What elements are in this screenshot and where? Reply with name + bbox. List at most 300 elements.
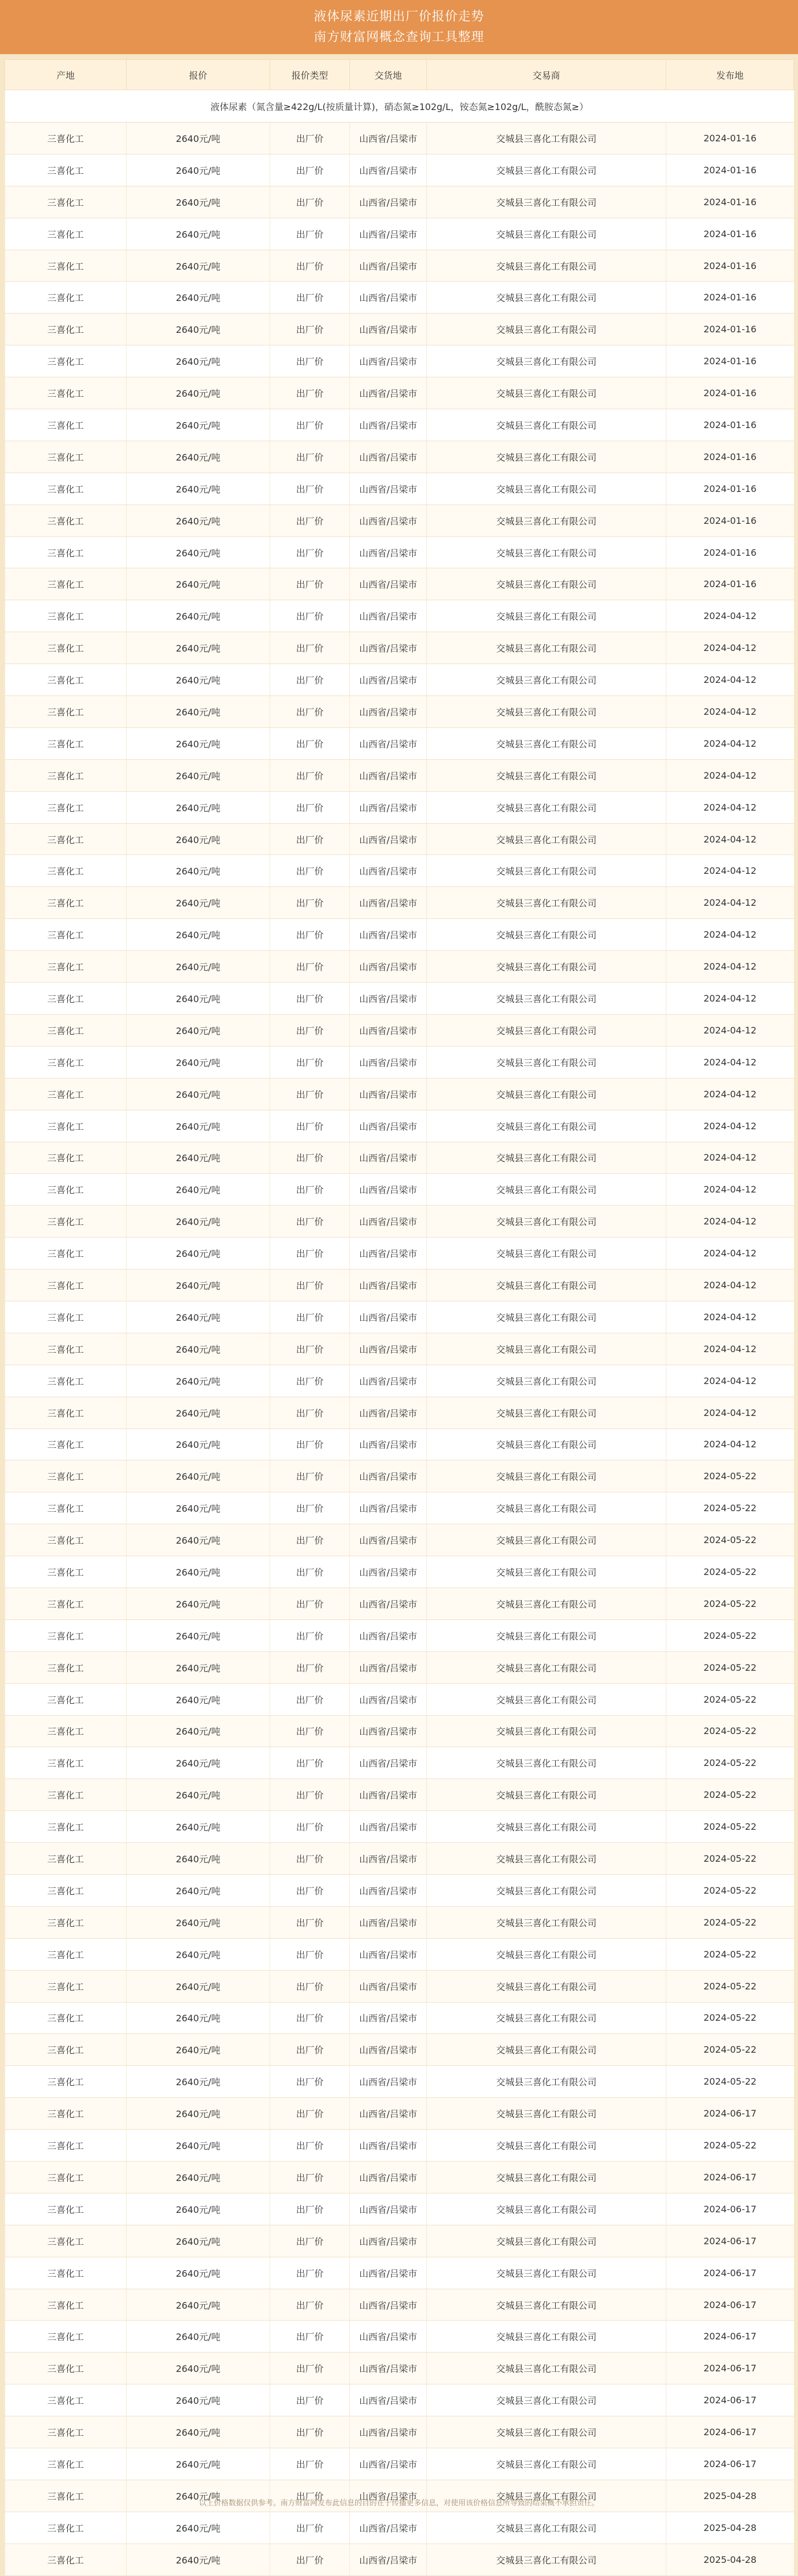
cell-origin: 三喜化工 xyxy=(5,2162,127,2194)
cell-delivery: 山西省/吕梁市 xyxy=(350,1078,427,1110)
table-row xyxy=(5,2353,794,2384)
cell-publish: 2024-04-12 xyxy=(666,1078,794,1110)
cell-price-type: 出厂价 xyxy=(270,2416,350,2448)
cell-delivery: 山西省/吕梁市 xyxy=(350,1556,427,1588)
cell-publish: 2024-05-22 xyxy=(666,1683,794,1715)
page-subtitle: 南方财富网概念查询工具整理 xyxy=(314,30,484,44)
cell-publish: 2024-01-16 xyxy=(666,250,794,282)
column-header-price-type: 报价类型 xyxy=(270,60,350,90)
cell-publish: 2024-04-12 xyxy=(666,1142,794,1174)
cell-dealer: 交城县三喜化工有限公司 xyxy=(427,1874,666,1906)
cell-price-type: 出厂价 xyxy=(270,250,350,282)
cell-price: 2640元/吨 xyxy=(127,1843,270,1875)
cell-price: 2640元/吨 xyxy=(127,536,270,568)
cell-dealer: 交城县三喜化工有限公司 xyxy=(427,1142,666,1174)
cell-dealer: 交城县三喜化工有限公司 xyxy=(427,345,666,377)
spec-note-row xyxy=(5,90,794,123)
page-header xyxy=(0,0,798,54)
cell-publish: 2024-04-12 xyxy=(666,1365,794,1397)
cell-price: 2640元/吨 xyxy=(127,696,270,728)
cell-delivery: 山西省/吕梁市 xyxy=(350,1811,427,1843)
cell-price-type: 出厂价 xyxy=(270,282,350,314)
cell-price: 2640元/吨 xyxy=(127,345,270,377)
cell-price: 2640元/吨 xyxy=(127,1206,270,1238)
cell-delivery: 山西省/吕梁市 xyxy=(350,2448,427,2480)
cell-delivery: 山西省/吕梁市 xyxy=(350,2130,427,2162)
cell-dealer: 交城县三喜化工有限公司 xyxy=(427,791,666,823)
table-row xyxy=(5,568,794,600)
table-row xyxy=(5,1301,794,1333)
cell-delivery: 山西省/吕梁市 xyxy=(350,2225,427,2257)
cell-price: 2640元/吨 xyxy=(127,250,270,282)
cell-dealer: 交城县三喜化工有限公司 xyxy=(427,536,666,568)
table-row xyxy=(5,696,794,728)
cell-dealer: 交城县三喜化工有限公司 xyxy=(427,2448,666,2480)
cell-price-type: 出厂价 xyxy=(270,568,350,600)
column-header-delivery: 交货地 xyxy=(350,60,427,90)
table-row xyxy=(5,1843,794,1875)
cell-origin: 三喜化工 xyxy=(5,2353,127,2384)
cell-publish: 2024-04-12 xyxy=(666,983,794,1015)
cell-dealer: 交城县三喜化工有限公司 xyxy=(427,632,666,664)
cell-price: 2640元/吨 xyxy=(127,855,270,887)
cell-dealer: 交城县三喜化工有限公司 xyxy=(427,1588,666,1619)
cell-dealer: 交城县三喜化工有限公司 xyxy=(427,696,666,728)
cell-origin: 三喜化工 xyxy=(5,1588,127,1619)
cell-origin: 三喜化工 xyxy=(5,473,127,504)
cell-publish: 2024-04-12 xyxy=(666,759,794,791)
table-row xyxy=(5,1651,794,1683)
cell-price-type: 出厂价 xyxy=(270,919,350,951)
cell-price: 2640元/吨 xyxy=(127,1492,270,1524)
table-row xyxy=(5,2416,794,2448)
cell-publish: 2024-04-12 xyxy=(666,951,794,983)
cell-origin: 三喜化工 xyxy=(5,1365,127,1397)
table-row xyxy=(5,1556,794,1588)
cell-price-type: 出厂价 xyxy=(270,2193,350,2225)
cell-price: 2640元/吨 xyxy=(127,2289,270,2321)
cell-origin: 三喜化工 xyxy=(5,1938,127,1970)
cell-delivery: 山西省/吕梁市 xyxy=(350,186,427,218)
cell-publish: 2024-04-12 xyxy=(666,1174,794,1206)
cell-delivery: 山西省/吕梁市 xyxy=(350,1142,427,1174)
cell-origin: 三喜化工 xyxy=(5,1142,127,1174)
page-title: 液体尿素近期出厂价报价走势 xyxy=(314,9,484,24)
cell-origin: 三喜化工 xyxy=(5,951,127,983)
table-row xyxy=(5,2512,794,2544)
cell-price-type: 出厂价 xyxy=(270,1588,350,1619)
cell-origin: 三喜化工 xyxy=(5,919,127,951)
cell-price: 2640元/吨 xyxy=(127,1142,270,1174)
table-row xyxy=(5,1811,794,1843)
cell-publish: 2024-06-17 xyxy=(666,2257,794,2289)
cell-delivery: 山西省/吕梁市 xyxy=(350,2544,427,2575)
table-row xyxy=(5,2162,794,2194)
cell-price: 2640元/吨 xyxy=(127,2098,270,2130)
column-header-publish: 发布地 xyxy=(666,60,794,90)
cell-origin: 三喜化工 xyxy=(5,2416,127,2448)
cell-origin: 三喜化工 xyxy=(5,823,127,855)
cell-delivery: 山西省/吕梁市 xyxy=(350,1715,427,1747)
cell-price-type: 出厂价 xyxy=(270,2162,350,2194)
cell-publish: 2024-06-17 xyxy=(666,2321,794,2353)
cell-publish: 2024-06-17 xyxy=(666,2353,794,2384)
table-row xyxy=(5,2225,794,2257)
cell-delivery: 山西省/吕梁市 xyxy=(350,1365,427,1397)
cell-dealer: 交城县三喜化工有限公司 xyxy=(427,2384,666,2416)
cell-delivery: 山西省/吕梁市 xyxy=(350,2162,427,2194)
table-row xyxy=(5,1588,794,1619)
cell-price-type: 出厂价 xyxy=(270,2130,350,2162)
table-row xyxy=(5,855,794,887)
cell-delivery: 山西省/吕梁市 xyxy=(350,1779,427,1811)
cell-price-type: 出厂价 xyxy=(270,2098,350,2130)
cell-price-type: 出厂价 xyxy=(270,1524,350,1556)
cell-origin: 三喜化工 xyxy=(5,1492,127,1524)
cell-origin: 三喜化工 xyxy=(5,1301,127,1333)
cell-origin: 三喜化工 xyxy=(5,983,127,1015)
cell-publish: 2024-05-22 xyxy=(666,2002,794,2034)
cell-price: 2640元/吨 xyxy=(127,2448,270,2480)
cell-dealer: 交城县三喜化工有限公司 xyxy=(427,2066,666,2098)
cell-publish: 2024-05-22 xyxy=(666,1492,794,1524)
cell-publish: 2024-06-17 xyxy=(666,2225,794,2257)
table-row xyxy=(5,314,794,345)
table-row xyxy=(5,1460,794,1492)
table-row xyxy=(5,2130,794,2162)
cell-publish: 2024-06-17 xyxy=(666,2193,794,2225)
cell-price: 2640元/吨 xyxy=(127,441,270,473)
cell-origin: 三喜化工 xyxy=(5,2544,127,2575)
cell-publish: 2024-05-22 xyxy=(666,1460,794,1492)
cell-price: 2640元/吨 xyxy=(127,1556,270,1588)
cell-price: 2640元/吨 xyxy=(127,2002,270,2034)
cell-dealer: 交城县三喜化工有限公司 xyxy=(427,1397,666,1429)
cell-price: 2640元/吨 xyxy=(127,1715,270,1747)
column-header-dealer: 交易商 xyxy=(427,60,666,90)
table-row xyxy=(5,1779,794,1811)
cell-publish: 2024-05-22 xyxy=(666,2066,794,2098)
cell-price: 2640元/吨 xyxy=(127,2512,270,2544)
cell-delivery: 山西省/吕梁市 xyxy=(350,1014,427,1046)
cell-publish: 2024-04-12 xyxy=(666,600,794,632)
cell-publish: 2024-04-12 xyxy=(666,1429,794,1460)
cell-price-type: 出厂价 xyxy=(270,1142,350,1174)
cell-delivery: 山西省/吕梁市 xyxy=(350,1874,427,1906)
cell-origin: 三喜化工 xyxy=(5,2130,127,2162)
cell-origin: 三喜化工 xyxy=(5,1174,127,1206)
cell-dealer: 交城县三喜化工有限公司 xyxy=(427,2321,666,2353)
cell-publish: 2024-04-12 xyxy=(666,1397,794,1429)
cell-publish: 2024-05-22 xyxy=(666,1619,794,1651)
cell-dealer: 交城县三喜化工有限公司 xyxy=(427,1174,666,1206)
cell-origin: 三喜化工 xyxy=(5,2289,127,2321)
cell-dealer: 交城县三喜化工有限公司 xyxy=(427,473,666,504)
cell-price: 2640元/吨 xyxy=(127,2353,270,2384)
cell-publish: 2024-01-16 xyxy=(666,568,794,600)
cell-publish: 2025-04-28 xyxy=(666,2512,794,2544)
cell-origin: 三喜化工 xyxy=(5,1397,127,1429)
cell-price-type: 出厂价 xyxy=(270,1747,350,1779)
cell-publish: 2024-01-16 xyxy=(666,441,794,473)
cell-dealer: 交城县三喜化工有限公司 xyxy=(427,250,666,282)
cell-delivery: 山西省/吕梁市 xyxy=(350,2066,427,2098)
cell-origin: 三喜化工 xyxy=(5,2384,127,2416)
cell-price: 2640元/吨 xyxy=(127,1970,270,2002)
cell-dealer: 交城县三喜化工有限公司 xyxy=(427,983,666,1015)
cell-dealer: 交城县三喜化工有限公司 xyxy=(427,441,666,473)
cell-price: 2640元/吨 xyxy=(127,282,270,314)
table-row xyxy=(5,1365,794,1397)
table-row xyxy=(5,186,794,218)
cell-price-type: 出厂价 xyxy=(270,2480,350,2512)
cell-publish: 2024-04-12 xyxy=(666,1014,794,1046)
cell-delivery: 山西省/吕梁市 xyxy=(350,1301,427,1333)
cell-publish: 2024-05-22 xyxy=(666,1588,794,1619)
cell-publish: 2024-01-16 xyxy=(666,536,794,568)
cell-dealer: 交城县三喜化工有限公司 xyxy=(427,2289,666,2321)
cell-publish: 2024-04-12 xyxy=(666,919,794,951)
cell-price: 2640元/吨 xyxy=(127,1429,270,1460)
cell-delivery: 山西省/吕梁市 xyxy=(350,1429,427,1460)
cell-delivery: 山西省/吕梁市 xyxy=(350,2002,427,2034)
cell-price: 2640元/吨 xyxy=(127,1524,270,1556)
cell-publish: 2024-01-16 xyxy=(666,314,794,345)
cell-price-type: 出厂价 xyxy=(270,2321,350,2353)
cell-publish: 2024-05-22 xyxy=(666,1556,794,1588)
cell-delivery: 山西省/吕梁市 xyxy=(350,664,427,696)
cell-dealer: 交城县三喜化工有限公司 xyxy=(427,1429,666,1460)
cell-price-type: 出厂价 xyxy=(270,536,350,568)
cell-price: 2640元/吨 xyxy=(127,951,270,983)
cell-origin: 三喜化工 xyxy=(5,1269,127,1301)
cell-delivery: 山西省/吕梁市 xyxy=(350,123,427,154)
cell-origin: 三喜化工 xyxy=(5,2098,127,2130)
cell-delivery: 山西省/吕梁市 xyxy=(350,282,427,314)
cell-delivery: 山西省/吕梁市 xyxy=(350,154,427,186)
cell-publish: 2024-04-12 xyxy=(666,887,794,919)
table-row xyxy=(5,441,794,473)
cell-delivery: 山西省/吕梁市 xyxy=(350,1588,427,1619)
table-row xyxy=(5,1938,794,1970)
table-row xyxy=(5,2066,794,2098)
spec-note: 液体尿素（氮含量≥422g/L(按质量计算)，硝态氮≥102g/L，铵态氮≥102g/L，酰胺态氮≥） xyxy=(5,90,794,123)
table-row xyxy=(5,1906,794,1938)
cell-delivery: 山西省/吕梁市 xyxy=(350,1938,427,1970)
cell-delivery: 山西省/吕梁市 xyxy=(350,2034,427,2066)
cell-price: 2640元/吨 xyxy=(127,1269,270,1301)
cell-publish: 2024-01-16 xyxy=(666,123,794,154)
cell-dealer: 交城县三喜化工有限公司 xyxy=(427,377,666,409)
cell-price: 2640元/吨 xyxy=(127,1811,270,1843)
cell-price-type: 出厂价 xyxy=(270,1333,350,1365)
cell-price: 2640元/吨 xyxy=(127,1683,270,1715)
cell-dealer: 交城县三喜化工有限公司 xyxy=(427,1333,666,1365)
cell-delivery: 山西省/吕梁市 xyxy=(350,1460,427,1492)
cell-dealer: 交城县三喜化工有限公司 xyxy=(427,2193,666,2225)
cell-price: 2640元/吨 xyxy=(127,218,270,250)
cell-price: 2640元/吨 xyxy=(127,1460,270,1492)
cell-origin: 三喜化工 xyxy=(5,1078,127,1110)
cell-price: 2640元/吨 xyxy=(127,983,270,1015)
footer-disclaimer: 以上价格数据仅供参考。南方财富网发布此信息的目的在于传播更多信息，对使用该价格信息所导致的结果概不承担责任。 xyxy=(198,2499,599,2508)
cell-price: 2640元/吨 xyxy=(127,1238,270,1269)
cell-origin: 三喜化工 xyxy=(5,1843,127,1875)
cell-dealer: 交城县三喜化工有限公司 xyxy=(427,1811,666,1843)
cell-origin: 三喜化工 xyxy=(5,2448,127,2480)
cell-origin: 三喜化工 xyxy=(5,377,127,409)
table-row xyxy=(5,345,794,377)
cell-dealer: 交城县三喜化工有限公司 xyxy=(427,759,666,791)
cell-origin: 三喜化工 xyxy=(5,2034,127,2066)
cell-dealer: 交城县三喜化工有限公司 xyxy=(427,1747,666,1779)
cell-price: 2640元/吨 xyxy=(127,2193,270,2225)
cell-dealer: 交城县三喜化工有限公司 xyxy=(427,1206,666,1238)
cell-origin: 三喜化工 xyxy=(5,1811,127,1843)
table-row xyxy=(5,1046,794,1078)
cell-dealer: 交城县三喜化工有限公司 xyxy=(427,123,666,154)
table-row xyxy=(5,1747,794,1779)
cell-origin: 三喜化工 xyxy=(5,632,127,664)
cell-publish: 2024-05-22 xyxy=(666,1938,794,1970)
cell-price: 2640元/吨 xyxy=(127,1747,270,1779)
cell-publish: 2024-04-12 xyxy=(666,1333,794,1365)
cell-origin: 三喜化工 xyxy=(5,1046,127,1078)
table-row xyxy=(5,2098,794,2130)
table-row xyxy=(5,1142,794,1174)
cell-price-type: 出厂价 xyxy=(270,1078,350,1110)
cell-delivery: 山西省/吕梁市 xyxy=(350,600,427,632)
cell-delivery: 山西省/吕梁市 xyxy=(350,441,427,473)
cell-publish: 2024-05-22 xyxy=(666,1843,794,1875)
table-row xyxy=(5,377,794,409)
cell-price-type: 出厂价 xyxy=(270,2353,350,2384)
table-row xyxy=(5,1874,794,1906)
table-row xyxy=(5,791,794,823)
cell-price: 2640元/吨 xyxy=(127,600,270,632)
cell-price-type: 出厂价 xyxy=(270,377,350,409)
cell-delivery: 山西省/吕梁市 xyxy=(350,218,427,250)
cell-price-type: 出厂价 xyxy=(270,1651,350,1683)
cell-price-type: 出厂价 xyxy=(270,1715,350,1747)
cell-publish: 2024-04-12 xyxy=(666,1238,794,1269)
cell-price: 2640元/吨 xyxy=(127,2225,270,2257)
cell-price: 2640元/吨 xyxy=(127,123,270,154)
cell-publish: 2024-04-12 xyxy=(666,696,794,728)
cell-dealer: 交城县三喜化工有限公司 xyxy=(427,1365,666,1397)
cell-price: 2640元/吨 xyxy=(127,919,270,951)
cell-origin: 三喜化工 xyxy=(5,887,127,919)
cell-price: 2640元/吨 xyxy=(127,1333,270,1365)
cell-dealer: 交城县三喜化工有限公司 xyxy=(427,1843,666,1875)
cell-price-type: 出厂价 xyxy=(270,1365,350,1397)
cell-dealer: 交城县三喜化工有限公司 xyxy=(427,2225,666,2257)
cell-dealer: 交城县三喜化工有限公司 xyxy=(427,1906,666,1938)
cell-dealer: 交城县三喜化工有限公司 xyxy=(427,2098,666,2130)
cell-dealer: 交城县三喜化工有限公司 xyxy=(427,727,666,759)
cell-price-type: 出厂价 xyxy=(270,887,350,919)
table-row xyxy=(5,2257,794,2289)
cell-origin: 三喜化工 xyxy=(5,696,127,728)
cell-price-type: 出厂价 xyxy=(270,2225,350,2257)
cell-price-type: 出厂价 xyxy=(270,1206,350,1238)
cell-price-type: 出厂价 xyxy=(270,2289,350,2321)
cell-delivery: 山西省/吕梁市 xyxy=(350,2384,427,2416)
cell-price: 2640元/吨 xyxy=(127,1174,270,1206)
cell-dealer: 交城县三喜化工有限公司 xyxy=(427,1938,666,1970)
table-row xyxy=(5,632,794,664)
cell-origin: 三喜化工 xyxy=(5,536,127,568)
price-table-container xyxy=(5,59,793,2576)
cell-dealer: 交城县三喜化工有限公司 xyxy=(427,1269,666,1301)
cell-publish: 2024-04-12 xyxy=(666,1269,794,1301)
cell-price-type: 出厂价 xyxy=(270,1874,350,1906)
cell-price: 2640元/吨 xyxy=(127,2162,270,2194)
cell-publish: 2024-01-16 xyxy=(666,409,794,441)
cell-delivery: 山西省/吕梁市 xyxy=(350,2512,427,2544)
cell-publish: 2024-05-22 xyxy=(666,1779,794,1811)
cell-dealer: 交城县三喜化工有限公司 xyxy=(427,951,666,983)
cell-publish: 2024-01-16 xyxy=(666,473,794,504)
table-row xyxy=(5,1397,794,1429)
cell-price: 2640元/吨 xyxy=(127,473,270,504)
cell-price-type: 出厂价 xyxy=(270,1779,350,1811)
table-row xyxy=(5,123,794,154)
cell-origin: 三喜化工 xyxy=(5,2321,127,2353)
table-row xyxy=(5,2544,794,2575)
cell-delivery: 山西省/吕梁市 xyxy=(350,504,427,536)
cell-origin: 三喜化工 xyxy=(5,123,127,154)
cell-price-type: 出厂价 xyxy=(270,1938,350,1970)
cell-delivery: 山西省/吕梁市 xyxy=(350,1970,427,2002)
cell-delivery: 山西省/吕梁市 xyxy=(350,1683,427,1715)
cell-delivery: 山西省/吕梁市 xyxy=(350,2321,427,2353)
cell-price: 2640元/吨 xyxy=(127,1651,270,1683)
cell-dealer: 交城县三喜化工有限公司 xyxy=(427,2544,666,2575)
cell-price-type: 出厂价 xyxy=(270,218,350,250)
cell-dealer: 交城县三喜化工有限公司 xyxy=(427,2002,666,2034)
cell-dealer: 交城县三喜化工有限公司 xyxy=(427,1715,666,1747)
cell-origin: 三喜化工 xyxy=(5,2257,127,2289)
table-row xyxy=(5,1206,794,1238)
table-row xyxy=(5,2034,794,2066)
cell-delivery: 山西省/吕梁市 xyxy=(350,759,427,791)
cell-delivery: 山西省/吕梁市 xyxy=(350,345,427,377)
cell-price: 2640元/吨 xyxy=(127,2544,270,2575)
cell-origin: 三喜化工 xyxy=(5,1110,127,1142)
cell-price: 2640元/吨 xyxy=(127,727,270,759)
cell-price: 2640元/吨 xyxy=(127,759,270,791)
cell-dealer: 交城县三喜化工有限公司 xyxy=(427,887,666,919)
cell-origin: 三喜化工 xyxy=(5,855,127,887)
table-row xyxy=(5,1429,794,1460)
cell-price: 2640元/吨 xyxy=(127,504,270,536)
cell-publish: 2024-05-22 xyxy=(666,1524,794,1556)
cell-price: 2640元/吨 xyxy=(127,2257,270,2289)
cell-publish: 2024-04-12 xyxy=(666,664,794,696)
table-row xyxy=(5,2448,794,2480)
cell-publish: 2024-05-22 xyxy=(666,1715,794,1747)
column-header-price: 报价 xyxy=(127,60,270,90)
cell-dealer: 交城县三喜化工有限公司 xyxy=(427,409,666,441)
cell-dealer: 交城县三喜化工有限公司 xyxy=(427,1970,666,2002)
cell-origin: 三喜化工 xyxy=(5,568,127,600)
table-row xyxy=(5,2193,794,2225)
cell-delivery: 山西省/吕梁市 xyxy=(350,855,427,887)
cell-dealer: 交城县三喜化工有限公司 xyxy=(427,2480,666,2512)
cell-dealer: 交城县三喜化工有限公司 xyxy=(427,282,666,314)
table-row xyxy=(5,983,794,1015)
